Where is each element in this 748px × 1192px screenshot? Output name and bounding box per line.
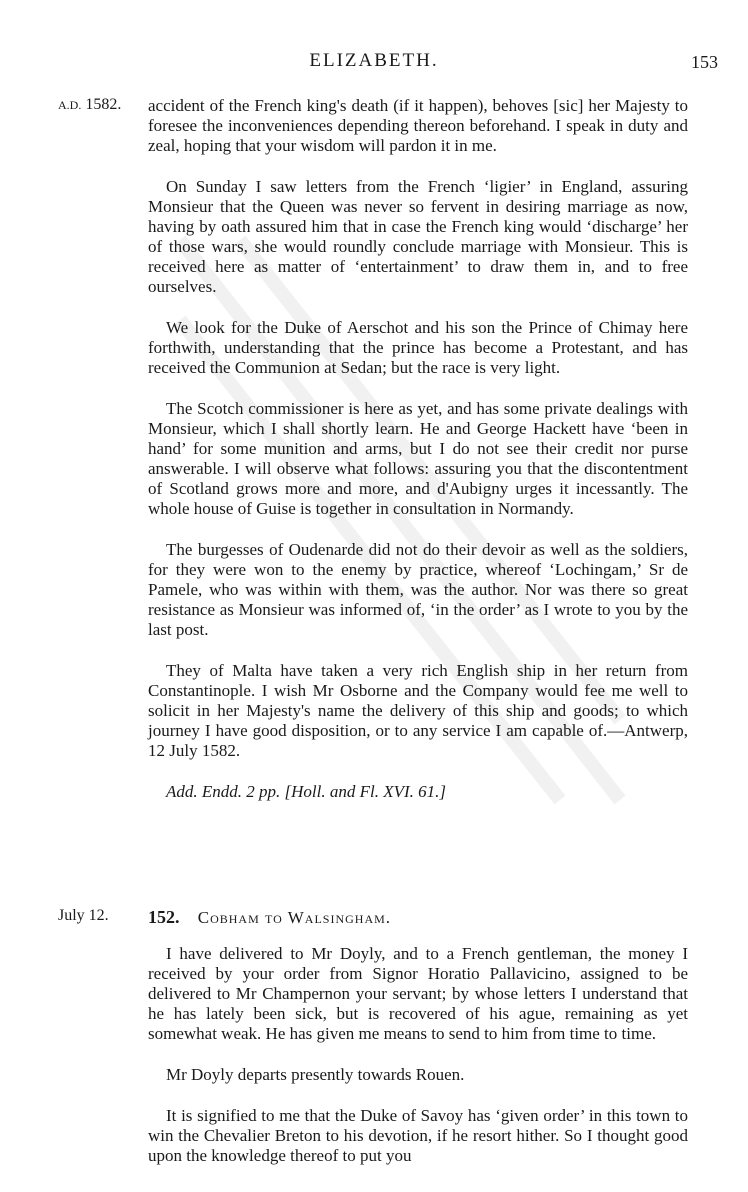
entry-heading bbox=[148, 907, 688, 928]
paragraph: The burgesses of Oudenarde did not do their devoir as well as the soldiers, for they were won to the enemy by practice, whereof ‘Lochingam,’ Sr de Pamele, who was within with them, was the author. Nor was there so great resistance as Monsieur was informed of, ‘in the order’ as I wrote to you by the last post. bbox=[148, 540, 688, 639]
margin-year bbox=[58, 96, 121, 114]
letter-entry bbox=[148, 907, 688, 1187]
archival-reference: Add. Endd. 2 pp. [Holl. and Fl. XVI. 61.] bbox=[166, 782, 447, 801]
paragraph: We look for the Duke of Aerschot and his son the Prince of Chimay here forthwith, understanding that the prince has become a Protestant, and has received the Communion at Sedan; but the race is very light. bbox=[148, 318, 688, 377]
running-title: ELIZABETH. bbox=[309, 50, 439, 71]
paragraph: Mr Doyly departs presently towards Rouen. bbox=[166, 1065, 465, 1084]
entry-title: Cobham to Walsingham. bbox=[197, 908, 392, 927]
margin-date: July 12. bbox=[58, 907, 109, 924]
year-prefix: A.D. bbox=[58, 98, 82, 112]
paragraph: The Scotch commissioner is here as yet, and has some private dealings with Monsieur, which I shall shortly learn. He and George Hackett have ‘been in hand’ for some munition and arms, but I do not see their credit nor purse answerable. I will observe what follows: assuring you that the discontentment of Scotland grows more and more, and d'Aubigny urges it incessantly. The whole house of Guise is together in consultation in Normandy. bbox=[148, 399, 688, 518]
year-value: 1582. bbox=[85, 96, 122, 113]
entry-number: 152. bbox=[148, 907, 180, 927]
page-number: 153 bbox=[691, 52, 718, 72]
paragraph: It is signified to me that the Duke of Savoy has ‘given order’ in this town to win the Chevalier Breton to his devotion, if he resort hither. So I thought good upon the knowledge thereof to put you bbox=[148, 1106, 688, 1165]
letter-continuation bbox=[148, 96, 688, 823]
paragraph: They of Malta have taken a very rich English ship in her return from Constantinople. I wish Mr Osborne and the Company would fee me well to solicit in her Majesty's name the delivery of this ship and goods; to which journey I have good disposition, or to any service I am capable of.—Antwerp, 12 July 1582. bbox=[148, 661, 688, 760]
paragraph: I have delivered to Mr Doyly, and to a French gentleman, the money I received by your order from Signor Horatio Pallavicino, assigned to be delivered to Mr Champernon your servant; by whose letters I understand that he has lately been sick, but is recovered of his ague, remaining as yet somewhat weak. He has given me means to send to him from time to time. bbox=[148, 944, 688, 1043]
paragraph: accident of the French king's death (if it happen), behoves [sic] her Majesty to foresee the inconveniences depending thereon beforehand. I speak in duty and zeal, hoping that your wisdom will pardon it in me. bbox=[148, 96, 688, 155]
paragraph: On Sunday I saw letters from the French ‘ligier’ in England, assuring Monsieur that the Queen was never so fervent in desiring marriage as now, having by oath assured him that in case the French king would ‘discharge’ her of those wars, she would roundly conclude marriage with Monsieur. This is received here as matter of ‘entertainment’ to draw them in, and to free ourselves. bbox=[148, 177, 688, 296]
